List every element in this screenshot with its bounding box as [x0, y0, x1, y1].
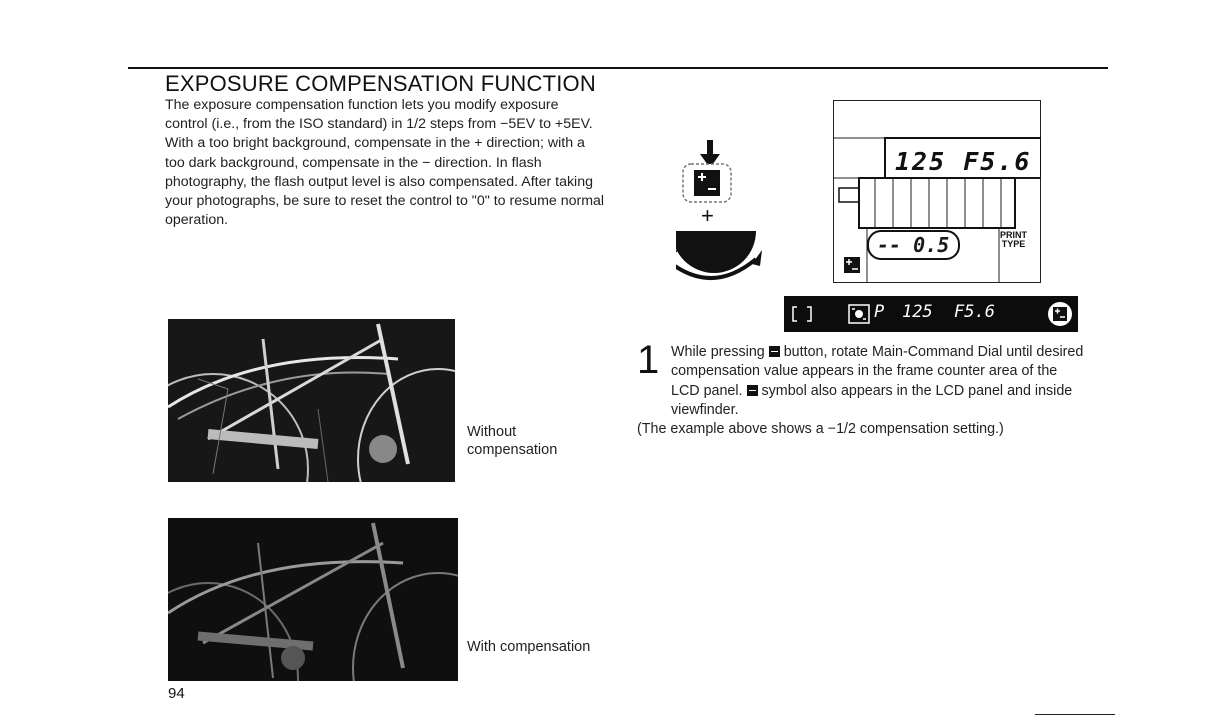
button-dial-illustration — [676, 136, 766, 296]
step-note: (The example above shows a −1/2 compensation setting.) — [637, 421, 1004, 438]
compensation-symbol-icon — [747, 385, 758, 396]
plus-sign: + — [701, 203, 714, 228]
intro-paragraph: The exposure compensation function lets you modify exposure control (i.e., from the ISO standard) in 1/2 steps from −5EV to +5EV. With a too bright background, compensate in the + direction; with a too dark background, compensate in the − direction. In flash photography, the flash output level is also compensated. After taking your photographs, be sure to reset the control to "0" to resume normal operation. — [165, 97, 605, 229]
viewfinder-display — [784, 296, 1078, 332]
exposure-compensation-button-icon — [683, 164, 731, 202]
viewfinder-mode: P — [874, 302, 885, 322]
lcd-shutter-aperture: 125 F5.6 — [895, 147, 1032, 176]
metering-icon — [848, 304, 870, 324]
corner-rule — [1035, 714, 1115, 715]
compensation-button-icon — [769, 346, 780, 357]
viewfinder-shutter: 125 — [902, 302, 933, 322]
print-type-label: PRINT TYPE — [1000, 230, 1027, 249]
photo-without-compensation — [168, 319, 455, 482]
step-number: 1 — [637, 338, 660, 382]
main-command-dial-icon — [676, 231, 762, 278]
caption-with-compensation: With compensation — [467, 639, 591, 655]
frame-bracket-icon — [792, 305, 812, 323]
lcd-compensation-value: -- 0.5 — [867, 230, 960, 260]
step-instructions: While pressing button, rotate Main-Command Dial until desired compensation value appears in the frame counter area of the LCD panel. symbol also appears in the LCD panel and inside viewfinder. (The example above shows a −1/2 compensation setting.) — [637, 343, 1087, 439]
header-rule — [128, 67, 1108, 69]
viewfinder-compensation-icon — [1046, 300, 1074, 328]
page-number: 94 — [168, 685, 185, 702]
photo-with-compensation — [168, 518, 458, 681]
caption-without-compensation: Without compensation — [467, 424, 558, 458]
viewfinder-aperture: F5.6 — [954, 302, 995, 322]
page-title: EXPOSURE COMPENSATION FUNCTION — [165, 71, 596, 96]
compensation-symbol-icon — [844, 257, 860, 273]
